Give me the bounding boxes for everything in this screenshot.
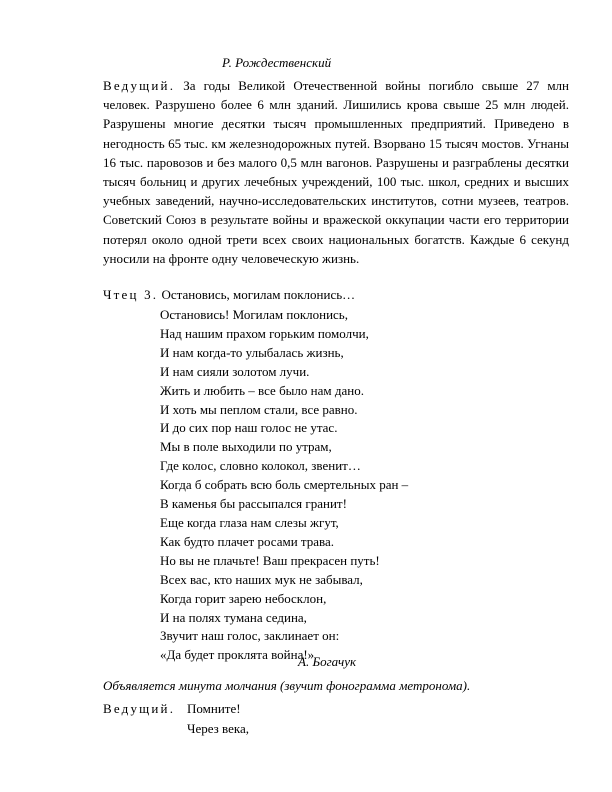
- poem-line: Над нашим прахом горьким помолчи,: [160, 325, 369, 341]
- poem-line: И на полях тумана седина,: [160, 609, 307, 625]
- closing-continuation: Через века,: [187, 721, 250, 736]
- speaker-label: Ведущий.: [103, 78, 176, 93]
- poem-line: И нам сияли золотом лучи.: [160, 363, 310, 379]
- poem-line: Когда б собрать всю боль смертельных ран –: [160, 477, 409, 493]
- poem-author: А. Богачук: [298, 654, 357, 669]
- epigraph-author: Р. Рождественский: [222, 55, 332, 70]
- poem-line: И нам когда-то улыбалась жизнь,: [160, 344, 344, 360]
- poem-line: Жить и любить – все было нам дано.: [160, 382, 364, 398]
- closing-text: Помните!: [187, 701, 241, 716]
- poem-line: Остановись! Могилам поклонись,: [160, 307, 348, 322]
- reader-intro: Остановись, могилам поклонись…: [161, 287, 356, 302]
- closing-line: [103, 701, 241, 717]
- poem: [160, 306, 408, 665]
- poem-line: Еще когда глаза нам слезы жгут,: [160, 514, 339, 530]
- poem-line: В каменья бы рассыпался гранит!: [160, 496, 347, 512]
- poem-line: Мы в поле выходили по утрам,: [160, 439, 332, 455]
- poem-line: Когда горит зарею небосклон,: [160, 590, 327, 606]
- poem-line: И до сих пор наш голос не утас.: [160, 420, 338, 436]
- poem-line: Как будто плачет росами трава.: [160, 533, 334, 549]
- poem-line: Всех вас, кто наших мук не забывал,: [160, 571, 363, 587]
- poem-line: Где колос, словно колокол, звенит…: [160, 458, 361, 474]
- stage-direction: Объявляется минута молчания (звучит фонограмма метронома).: [103, 678, 471, 693]
- reader-intro-line: [103, 287, 355, 303]
- narration-text: За годы Великой Отечественной войны погибло свыше 27 млн человек. Разрушено более 6 млн зданий. Лишились крова свыше 25 млн людей. Разрушены многие десятки тысяч промышленных предприятий. Приведено в негодность 65 тыс. км железнодорожных путей. Взорвано 15 тысяч мостов. Угнаны 16 тыс. паровозов и без малого 0,5 млн вагонов. Разрушены и разграблены десятки тысяч больниц и других лечебных учреждений, 100 тыс. школ, средних и высших учебных заведений, научно-исследовательских институтов, сотни музеев, театров. Советский Союз в результате войны и вражеской оккупации части его территории потерял около одной трети всех своих национальных богатств. Каждые 6 секунд уносили на фронте одну человеческую жизнь.: [103, 78, 569, 266]
- host-narration: [103, 76, 569, 268]
- poem-line: Но вы не плачьте! Ваш прекрасен путь!: [160, 552, 380, 568]
- poem-line: Звучит наш голос, заклинает он:: [160, 628, 340, 644]
- poem-line: И хоть мы пеплом стали, все равно.: [160, 401, 358, 417]
- reader-label: Чтец 3.: [103, 287, 159, 302]
- closing-speaker: Ведущий.: [103, 701, 176, 716]
- poem-line: «Да будет проклята война!»: [160, 647, 315, 663]
